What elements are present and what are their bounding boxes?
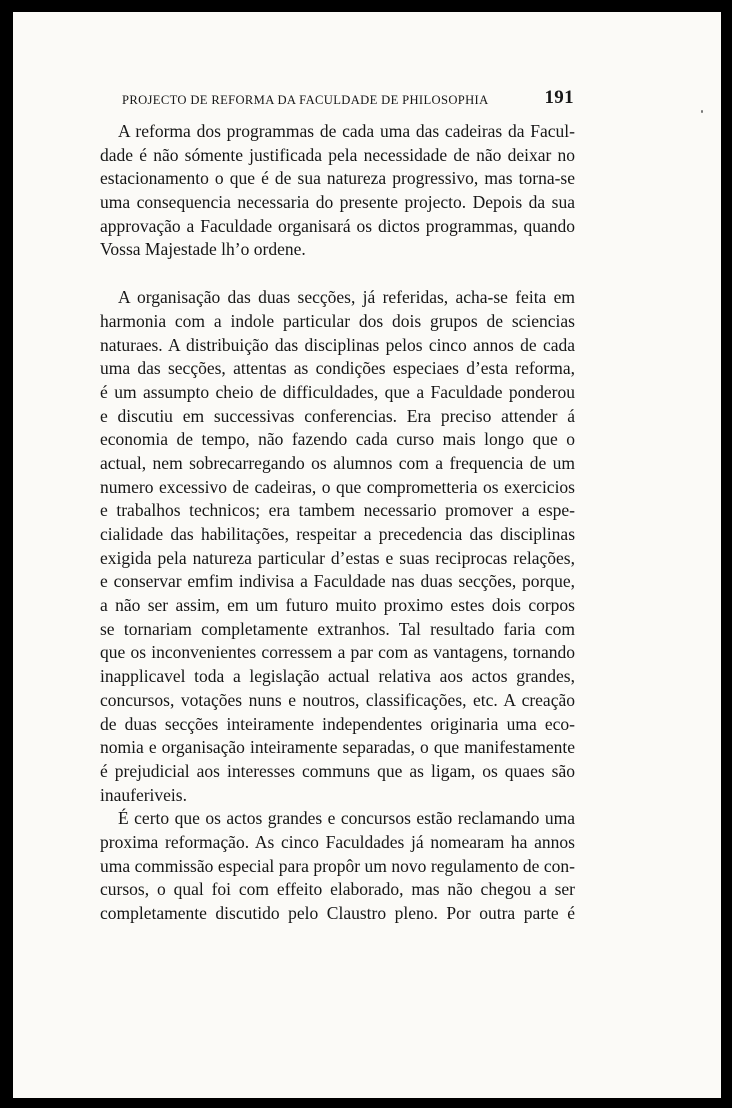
text-line: se tornariam completamente extranhos. Tal resultado faria com xyxy=(100,618,575,639)
text-line: inauferiveis. xyxy=(100,784,187,805)
text-line: dade é não sómente justificada pela necessidade de não deixar no xyxy=(100,144,575,165)
text-line: economia de tempo, não fazendo cada curso mais longo que o xyxy=(100,429,575,450)
text-line: e conservar emfim indivisa a Faculdade nas duas secções, porque, xyxy=(100,571,575,592)
text-line: de duas secções inteiramente independentes originaria uma eco- xyxy=(100,713,575,734)
text-line: harmonia com a indole particular dos dois grupos de sciencias xyxy=(100,310,575,331)
text-line: cursos, o qual foi com effeito elaborado, mas não chegou a ser xyxy=(100,879,575,900)
text-line: A reforma dos programmas de cada uma das cadeiras da Facul- xyxy=(118,121,575,141)
text-line: uma das secções, attentas as condições especiaes d’esta reforma, xyxy=(100,358,575,379)
text-line: numero excessivo de cadeiras, o que comprometteria os exercicios xyxy=(100,476,575,497)
text-line: e discutiu em successivas conferencias. Era preciso attender á xyxy=(100,405,575,426)
text-line: completamente discutido pelo Claustro pleno. Por outra parte é xyxy=(100,903,575,923)
text-line: uma commissão especial para propôr um novo regulamento de con- xyxy=(100,855,575,876)
text-line: é prejudicial aos interesses communs que as ligam, os quaes são xyxy=(100,760,575,781)
text-line: É certo que os actos grandes e concursos estão reclamando uma xyxy=(118,808,575,829)
text-line: nomia e organisação inteiramente separadas, o que manifestamente xyxy=(100,737,575,758)
text-line: estacionamento o que é de sua natureza progressivo, mas torna-se xyxy=(100,168,575,189)
text-line: naturaes. A distribuição das disciplinas pelos cinco annos de cada xyxy=(100,334,575,355)
text-line: actual, nem sobrecarregando os alumnos com a frequencia de um xyxy=(100,452,575,473)
text-line: uma consequencia necessaria do presente projecto. Depois da sua xyxy=(100,192,575,213)
running-header-title: PROJECTO DE REFORMA DA FACULDADE DE PHILOSOPHIA xyxy=(122,93,489,107)
paragraph xyxy=(100,120,575,262)
text-line: e trabalhos technicos; era tambem necessario promover a espe- xyxy=(100,500,575,521)
body-text xyxy=(100,120,575,926)
text-line: que os inconvenientes corressem a par com as vantagens, tornando xyxy=(100,642,575,663)
text-line: cialidade das habilitações, respeitar a precedencia das disciplinas xyxy=(100,524,575,544)
text-line: concursos, votações nuns e noutros, classificações, etc. A creação xyxy=(100,689,575,710)
page-number: 191 xyxy=(544,87,574,108)
text-line: approvação a Faculdade organisará os dictos programmas, quando xyxy=(100,215,575,236)
paragraph xyxy=(100,807,575,925)
page-speck xyxy=(701,110,703,113)
text-line: é um assumpto cheio de difficuldades, que a Faculdade ponderou xyxy=(100,381,575,402)
text-line: proxima reformação. As cinco Faculdades já nomearam ha annos xyxy=(100,831,575,852)
text-line: A organisação das duas secções, já referidas, acha-se feita em xyxy=(118,287,575,308)
running-header xyxy=(122,79,574,109)
text-line: a não ser assim, em um futuro muito proximo estes dois corpos xyxy=(100,595,575,616)
text-line: inapplicavel toda a legislação actual relativa aos actos grandes, xyxy=(100,666,575,687)
text-line: exigida pela natureza particular d’estas e suas reciprocas relações, xyxy=(100,547,575,568)
text-line: Vossa Majestade lh’o ordene. xyxy=(100,239,306,260)
paragraph xyxy=(100,286,575,807)
